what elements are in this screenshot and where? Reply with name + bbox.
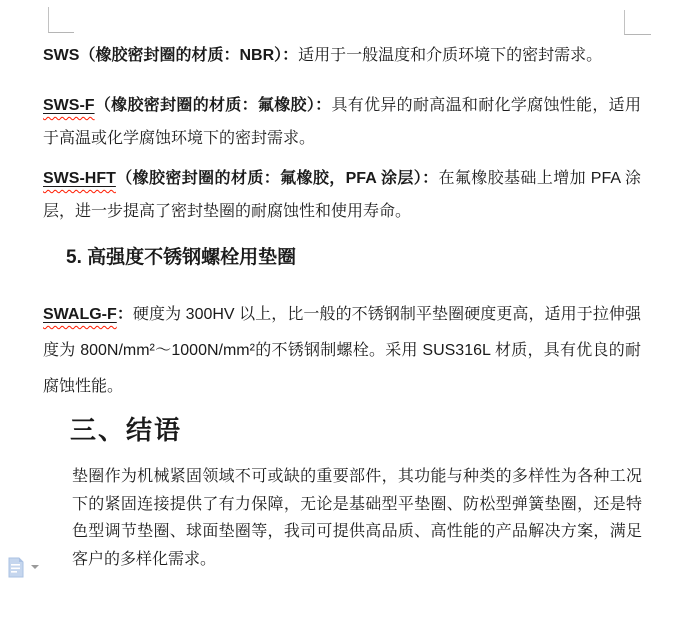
- sws-bold-lead: （橡胶密封圈的材质：NBR）：: [79, 47, 299, 64]
- section5-heading: 5. 高强度不锈钢螺栓用垫圈: [66, 247, 297, 268]
- page-options-button[interactable]: [8, 557, 39, 578]
- text-boundary-mark-top-left: [48, 7, 74, 33]
- text-boundary-mark-top-right: [624, 10, 651, 35]
- conclusion-paragraph: 垫圈作为机械紧固领域不可或缺的重要部件，其功能与种类的多样性为各种工况下的紧固连接提供了有力保障，无论是基础型平垫圈、防松型弹簧垫圈，还是特色型调节垫圈、球面垫圈等，我司可提供高品质、高性能的产品解决方案，满足客户的多样化需求。: [72, 468, 642, 568]
- paragraph-sws-hft: [43, 162, 641, 228]
- paragraph-sws-f: [43, 89, 641, 155]
- sws-hft-body-text: 在氟橡胶基础上增加 PFA 涂层，进一步提高了密封垫圈的耐腐蚀性和使用寿命。: [43, 170, 641, 220]
- conclusion-heading: 三、结语: [70, 415, 183, 445]
- sws-f-term: SWS-F: [43, 97, 95, 114]
- sws-hft-term: SWS-HFT: [43, 170, 116, 187]
- paragraph-sws: [43, 45, 643, 67]
- spellcheck-squiggle: [43, 97, 95, 114]
- swalg-f-term: SWALG-F: [43, 306, 117, 323]
- sws-f-bold-lead: （橡胶密封圈的材质：氟橡胶）：: [94, 97, 332, 114]
- swalg-f-colon: ：: [116, 306, 133, 323]
- swalg-f-body-text: 硬度为 300HV 以上，比一般的不锈钢制平垫圈硬度更高，适用于拉伸强度为 800N/mm²～1000N/mm²的不锈钢制螺栓。采用 SUS316L 材质，具有优良的耐腐蚀性能。: [43, 306, 641, 395]
- sws-term: SWS: [43, 47, 80, 64]
- sws-hft-bold-lead: （橡胶密封圈的材质：氟橡胶，PFA 涂层）：: [115, 170, 439, 187]
- dropdown-triangle-icon: [31, 565, 39, 569]
- sws-f-body-text: 具有优异的耐高温和耐化学腐蚀性能，适用于高温或化学腐蚀环境下的密封需求。: [43, 97, 641, 147]
- spellcheck-squiggle: [43, 170, 116, 187]
- spellcheck-squiggle: [43, 306, 117, 323]
- paragraph-swalg-f: [43, 297, 641, 405]
- document-icon: [8, 557, 24, 578]
- sws-body-text: 适用于一般温度和介质环境下的密封需求。: [298, 47, 603, 64]
